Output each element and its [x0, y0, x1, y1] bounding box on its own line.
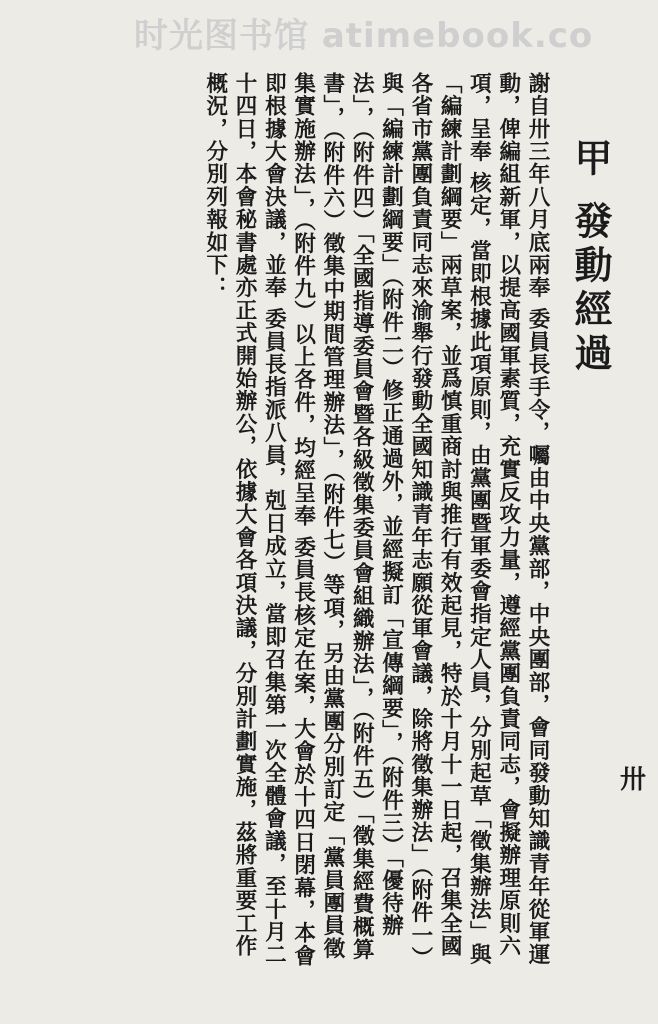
body-text: [82, 72, 552, 972]
paragraph: 謝自卅三年八月底兩奉 委員長手令，囑由中央黨部，中央團部，會同發動知識青年從軍運動，俾編組新軍，以提高國軍素質，充實反攻力量，遵經黨團負責同志，會擬辦理原則六項，呈奉 核定，當即根據此項原則，由黨團暨軍委會指定人員，分別起草「徵集辦法」與「編練計劃綱要」兩草案，並爲慎重商討與推行有效起見，特於十月十一日起，召集全國各省市黨團負責同志來渝舉行發動全國知識青年志願從軍會議，除將徵集辦法」（附件一）與「編練計劃綱要」（附件二）修正通過外，並經擬訂「宣傳綱要」，（附件三）「優待辦法」，（附件四）「全國指導委員會暨各級徵集委員會組織辦法」，（附件五）「徵集經費概算書」，（附件六）徵集中期間管理辦法」，（附件七）等項，另由黨團分別訂定「黨員團員徵集實施辦法」，（附件九）以上各件，均經呈奉 委員長核定在案，大會於十四日閉幕，本會即根據大會決議，並奉 委員長指派八員，剋日成立，當即召集第一次全體會議，至十月二十四日，本會秘書處亦正式開始辦公，依據大會各項決議，分別計劃實施，茲將重要工作概況，分別列報如下：: [202, 72, 550, 970]
watermark: 时光图书馆 atimebook.co: [134, 16, 594, 56]
section-heading: 甲 發動經過: [568, 138, 613, 378]
page-number: 卅: [620, 765, 647, 795]
document-page: [70, 72, 647, 992]
